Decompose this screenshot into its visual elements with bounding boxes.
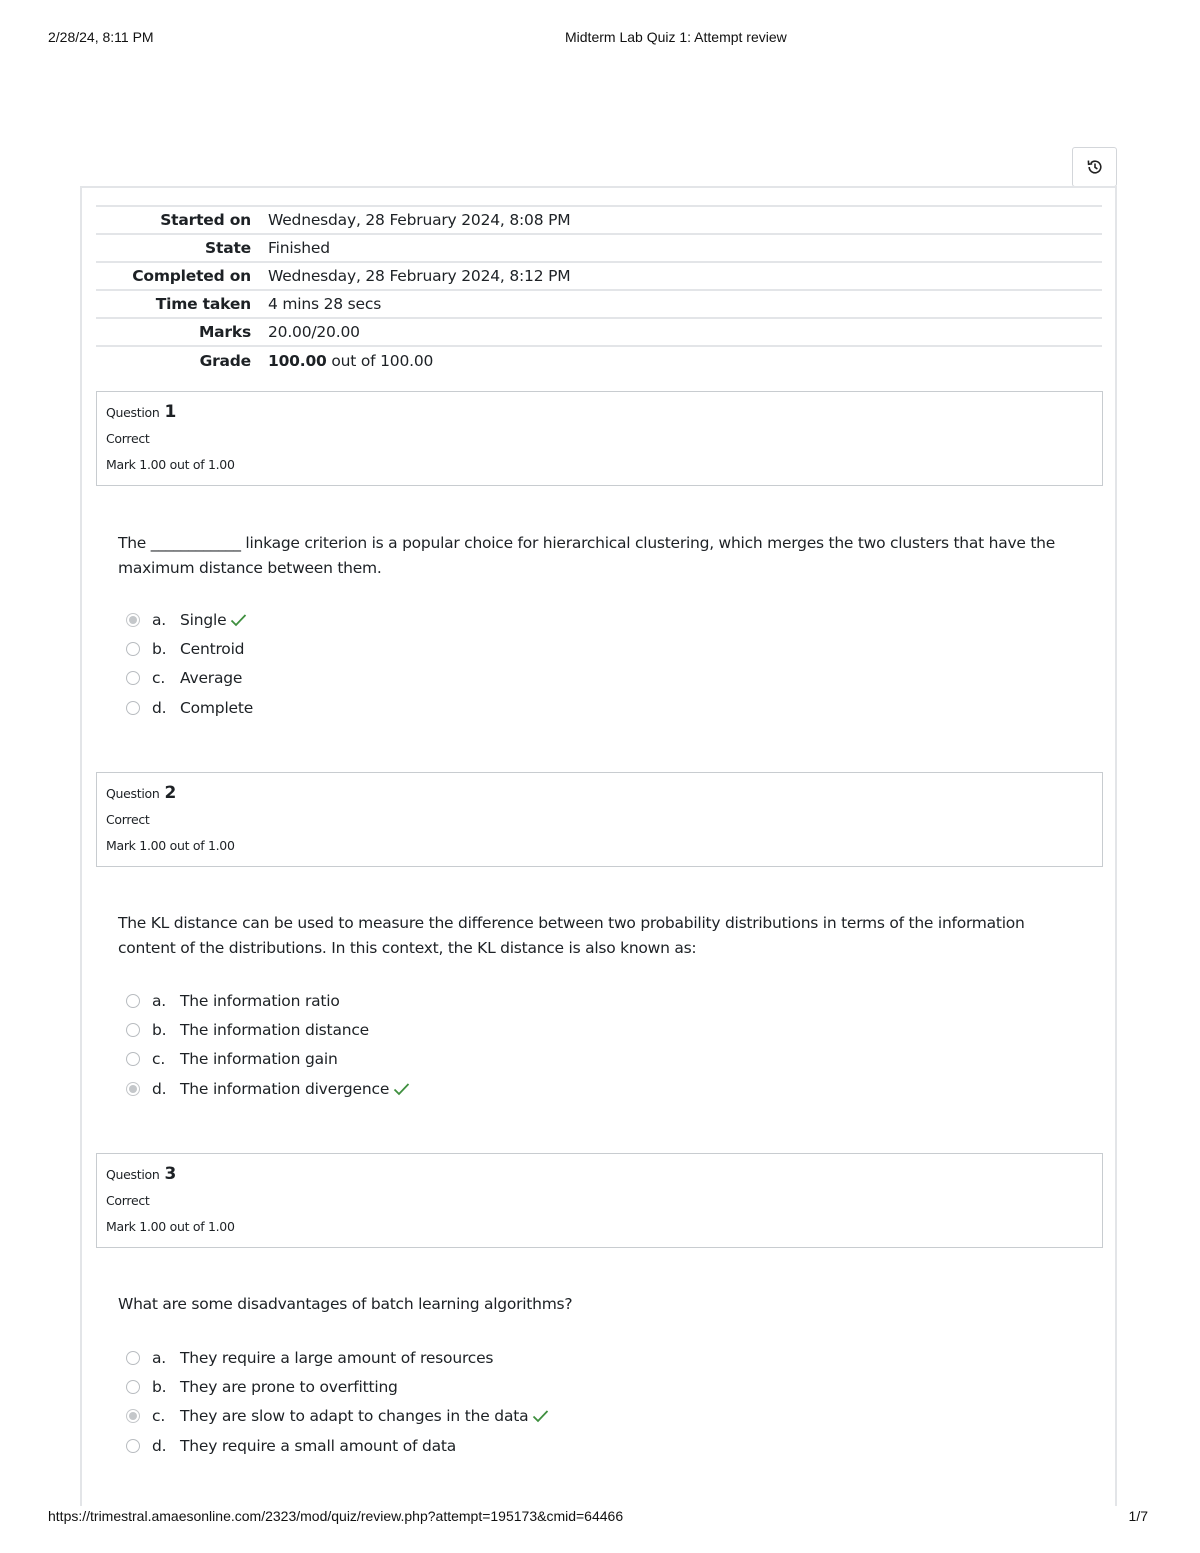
answer-letter: d. (152, 1436, 167, 1455)
summary-label: Marks (198, 323, 251, 341)
correct-check-icon (230, 613, 247, 627)
correct-check-icon (393, 1082, 410, 1096)
summary-row-marks (96, 318, 1102, 346)
summary-row-grade (96, 346, 1102, 374)
answer-letter: c. (152, 1407, 166, 1426)
radio-unselected[interactable] (126, 642, 140, 656)
answer-text: The information distance (180, 1021, 370, 1040)
answer-option[interactable] (126, 1343, 826, 1372)
answer-letter: c. (152, 1050, 166, 1069)
answer-option[interactable] (126, 1431, 826, 1460)
answer-option[interactable] (126, 664, 826, 693)
grade-value: 100.00 (268, 351, 327, 370)
answer-text: They are slow to adapt to changes in the data (180, 1407, 529, 1426)
question-state: Correct (106, 1193, 150, 1208)
print-url: https://trimestral.amaesonline.com/2323/mod/quiz/review.php?attempt=195173&cmid=64466 (48, 1508, 624, 1524)
question-num: 3 (164, 1164, 177, 1184)
answer-text: Complete (180, 698, 254, 717)
radio-unselected[interactable] (126, 701, 140, 715)
correct-check-icon (532, 1409, 549, 1423)
summary-label: Completed on (132, 267, 251, 285)
answer-option[interactable] (126, 986, 826, 1015)
answer-text: Average (180, 669, 243, 688)
answer-list-2 (126, 986, 826, 1104)
answer-option[interactable] (126, 1074, 826, 1103)
summary-row-time-taken (96, 290, 1102, 318)
answer-letter: d. (152, 698, 167, 717)
answer-text: The information divergence (180, 1079, 390, 1098)
question-label: Question (106, 786, 160, 801)
summary-label: Grade (199, 351, 251, 370)
answer-letter: a. (152, 610, 167, 629)
radio-unselected[interactable] (126, 1351, 140, 1365)
summary-value: Wednesday, 28 February 2024, 8:08 PM (268, 211, 571, 229)
summary-value: Wednesday, 28 February 2024, 8:12 PM (268, 267, 571, 285)
summary-row-completed (96, 262, 1102, 290)
summary-label: Started on (160, 211, 251, 229)
summary-value: 20.00/20.00 (268, 323, 360, 341)
history-icon (1086, 158, 1104, 176)
question-info-3 (96, 1153, 1103, 1248)
answer-option[interactable] (126, 1045, 826, 1074)
print-datetime: 2/28/24, 8:11 PM (48, 29, 154, 45)
radio-unselected[interactable] (126, 1052, 140, 1066)
answer-text: Single (180, 610, 227, 629)
grade-out-of: out of 100.00 (326, 351, 434, 370)
answer-letter: b. (152, 1021, 167, 1040)
summary-row-state (96, 234, 1102, 262)
answer-text: They require a large amount of resources (180, 1348, 494, 1367)
answer-text: They are prone to overfitting (180, 1378, 398, 1397)
summary-value: Finished (268, 239, 330, 257)
question-label: Question (106, 405, 160, 420)
answer-option[interactable] (126, 1015, 826, 1044)
answer-option[interactable] (126, 634, 826, 663)
answer-letter: b. (152, 640, 167, 659)
question-number (106, 783, 1093, 807)
answer-option[interactable] (126, 1402, 826, 1431)
question-text-3: What are some disadvantages of batch learning algorithms? (118, 1295, 573, 1313)
question-info-2 (96, 772, 1103, 867)
answer-letter: c. (152, 669, 166, 688)
answer-letter: a. (152, 1348, 167, 1367)
radio-unselected[interactable] (126, 994, 140, 1008)
answer-text: Centroid (180, 640, 245, 659)
print-header (48, 29, 1148, 47)
radio-selected[interactable] (126, 1082, 140, 1096)
print-page-number: 1/7 (1128, 1508, 1148, 1524)
answer-list-1 (126, 605, 826, 723)
answer-letter: b. (152, 1378, 167, 1397)
summary-label: State (205, 239, 251, 257)
answer-text: The information gain (180, 1050, 338, 1069)
question-text-1: The ____________ linkage criterion is a popular choice for hierarchical clustering, which merges the two clusters that have the maximum distance between them. (118, 534, 1056, 577)
radio-unselected[interactable] (126, 1023, 140, 1037)
question-grade: Mark 1.00 out of 1.00 (106, 1219, 235, 1234)
question-num: 2 (164, 783, 177, 803)
question-number (106, 402, 1093, 426)
attempt-summary-table (96, 205, 1102, 374)
question-state: Correct (106, 812, 150, 827)
attempt-history-button[interactable] (1072, 147, 1117, 187)
summary-label: Time taken (155, 295, 251, 313)
answer-text: They require a small amount of data (180, 1436, 457, 1455)
answer-letter: a. (152, 991, 167, 1010)
answer-option[interactable] (126, 1372, 826, 1401)
summary-value (253, 346, 1102, 374)
question-grade: Mark 1.00 out of 1.00 (106, 457, 235, 472)
question-label: Question (106, 1167, 160, 1182)
summary-row-started (96, 206, 1102, 234)
question-state: Correct (106, 431, 150, 446)
answer-list-3 (126, 1343, 826, 1461)
radio-selected[interactable] (126, 613, 140, 627)
question-text-2: The KL distance can be used to measure the difference between two probability distributions in terms of the information content of the distributions. In this context, the KL distance is also known as: (118, 914, 1025, 957)
answer-text: The information ratio (180, 991, 340, 1010)
question-info-1 (96, 391, 1103, 486)
radio-unselected[interactable] (126, 671, 140, 685)
question-num: 1 (164, 402, 177, 422)
answer-option[interactable] (126, 693, 826, 722)
print-footer (48, 1508, 1148, 1526)
radio-unselected[interactable] (126, 1380, 140, 1394)
question-grade: Mark 1.00 out of 1.00 (106, 838, 235, 853)
radio-unselected[interactable] (126, 1439, 140, 1453)
summary-value: 4 mins 28 secs (268, 295, 382, 313)
radio-selected[interactable] (126, 1409, 140, 1423)
print-title: Midterm Lab Quiz 1: Attempt review (565, 29, 787, 45)
question-number (106, 1164, 1093, 1188)
answer-option[interactable] (126, 605, 826, 634)
answer-letter: d. (152, 1079, 167, 1098)
